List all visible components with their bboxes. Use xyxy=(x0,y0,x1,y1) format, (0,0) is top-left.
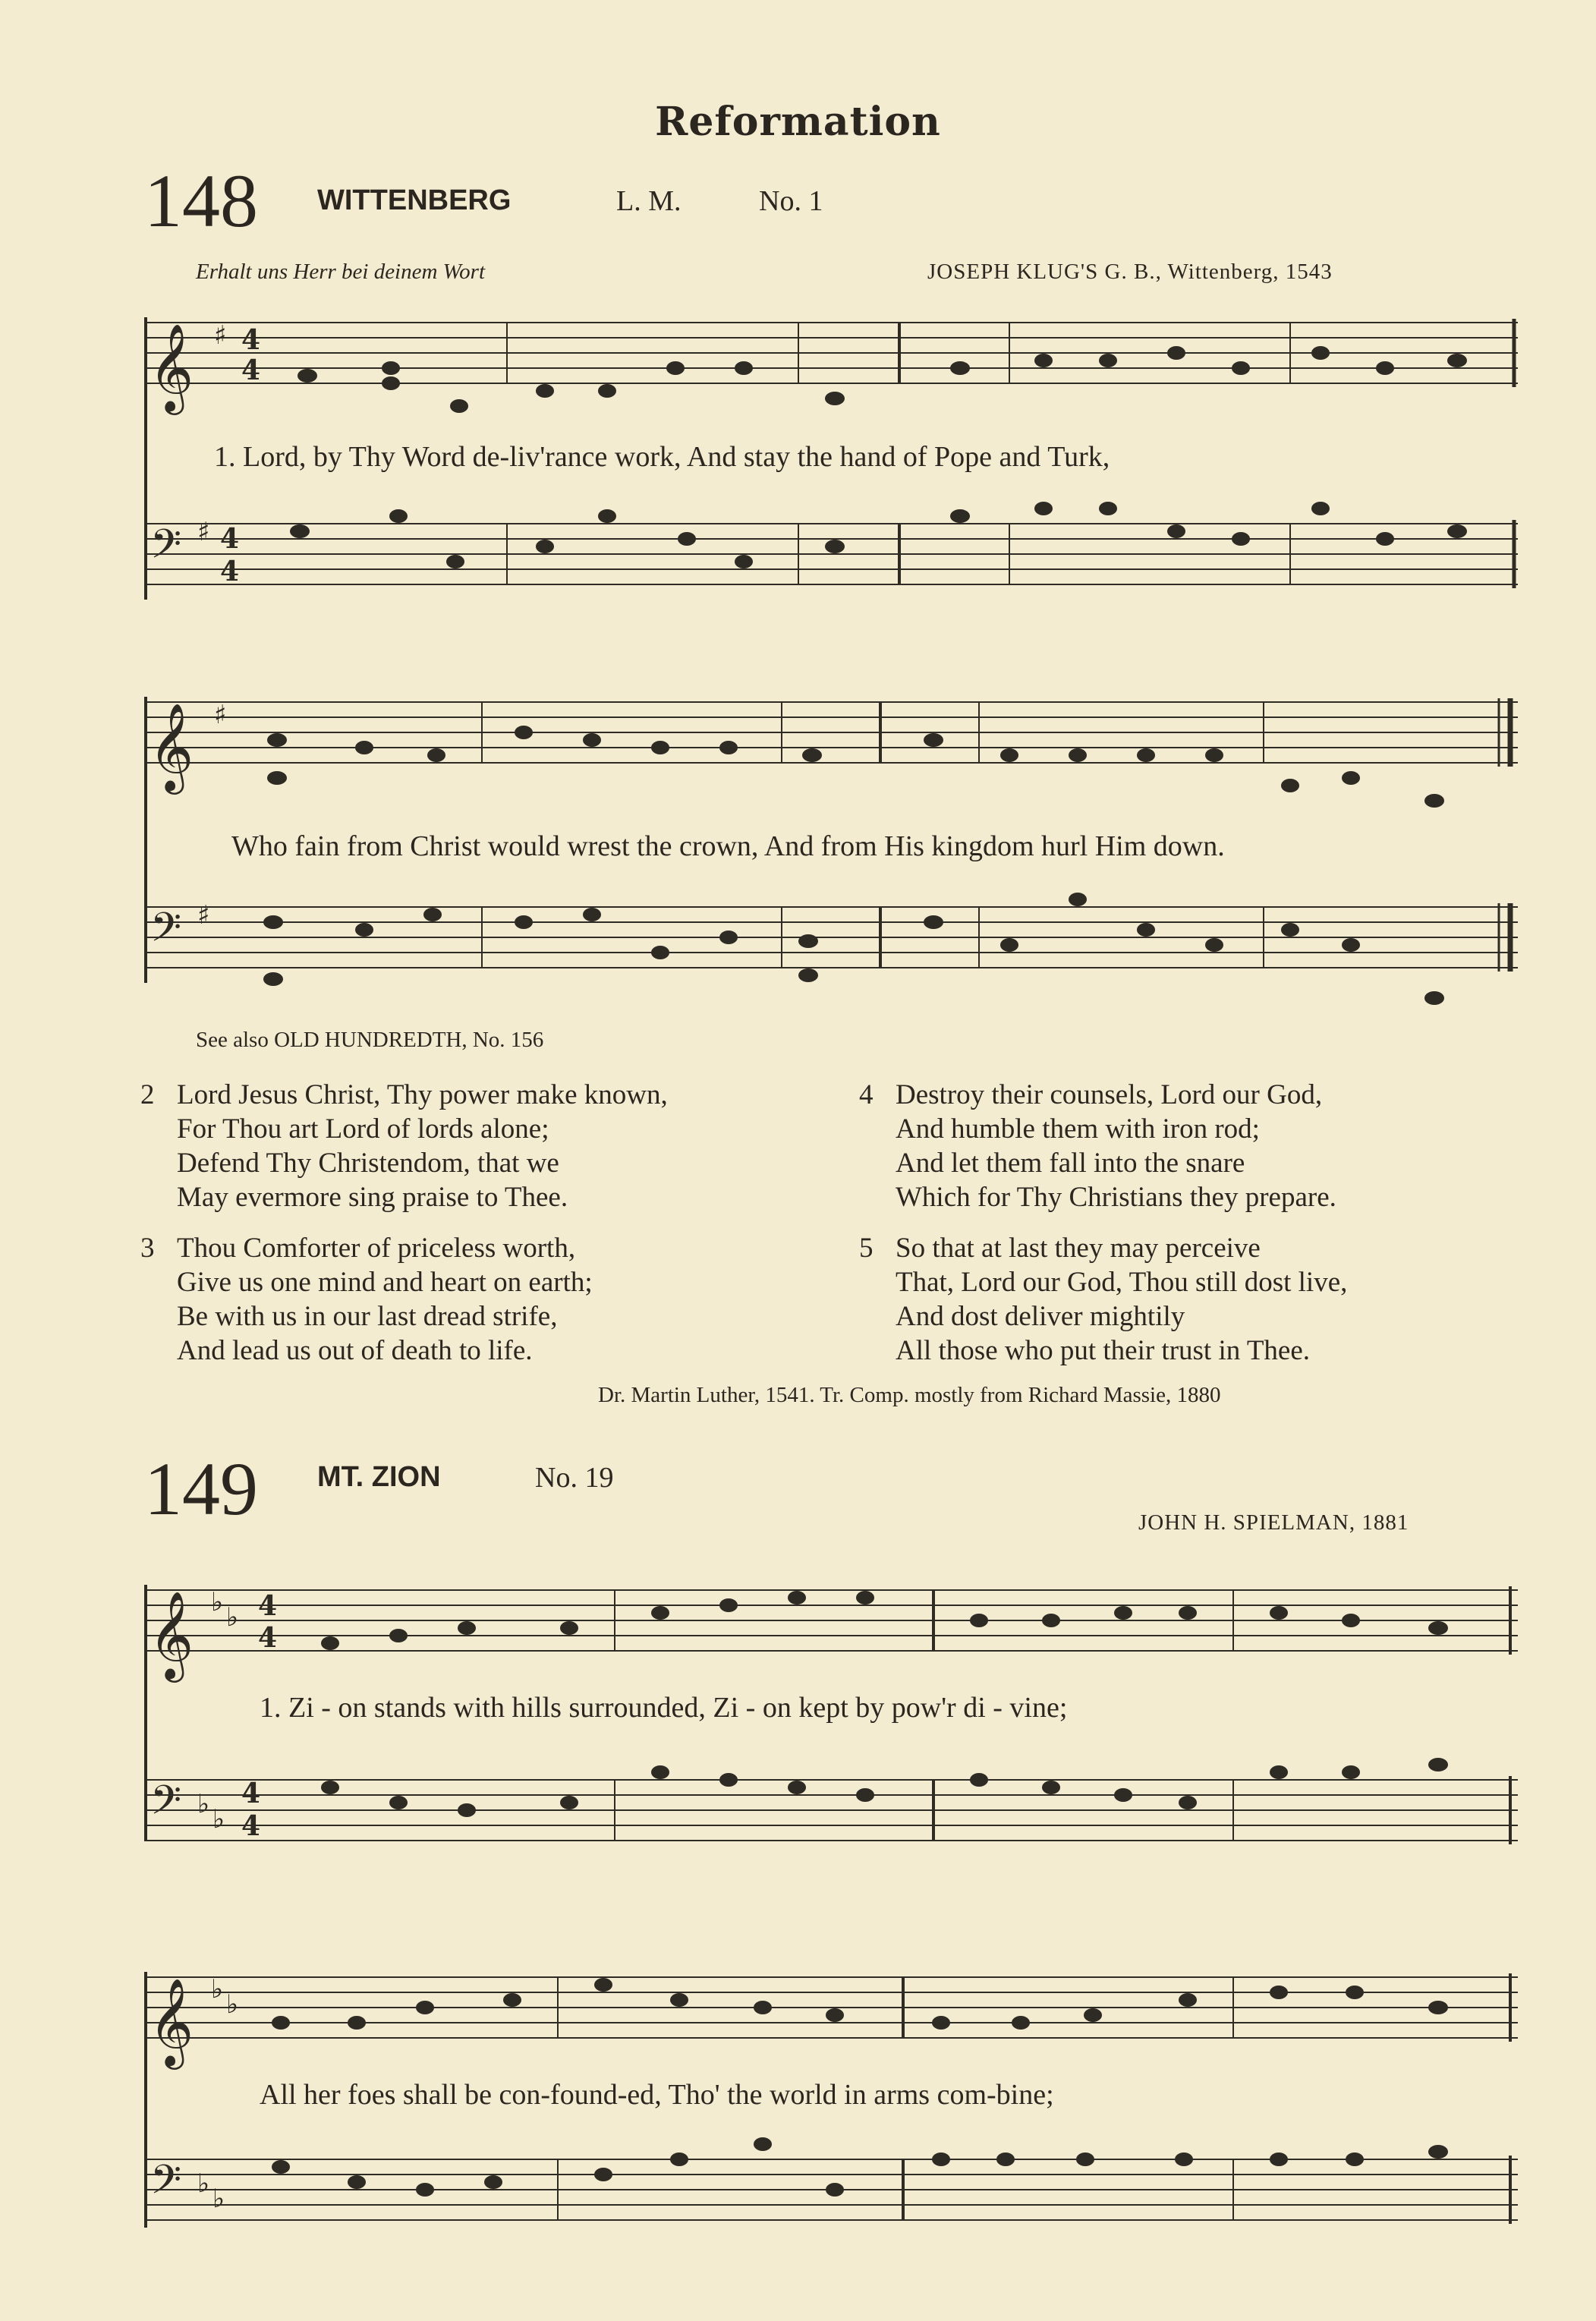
verse-line: Give us one mind and heart on earth; xyxy=(177,1267,593,1298)
verse-line: Destroy their counsels, Lord our God, xyxy=(896,1079,1323,1110)
svg-text:4: 4 xyxy=(241,1778,261,1809)
text-credit: Dr. Martin Luther, 1541. Tr. Comp. mostly from Richard Massie, 1880 xyxy=(598,1383,1221,1407)
bass-clef-icon: 𝄢 xyxy=(150,521,182,578)
tune-number: No. 19 xyxy=(535,1462,614,1494)
verse-line: All those who put their trust in Thee. xyxy=(896,1335,1311,1366)
verse-line: And let them fall into the snare xyxy=(896,1148,1245,1179)
treble-clef-icon: 𝄞 xyxy=(149,323,194,411)
tune-composer: JOSEPH KLUG'S G. B., Wittenberg, 1543 xyxy=(927,260,1333,284)
tune-composer: JOHN H. SPIELMAN, 1881 xyxy=(1138,1510,1409,1535)
svg-text:♯: ♯ xyxy=(197,900,210,931)
svg-text:♭: ♭ xyxy=(226,1989,239,2020)
svg-text:4: 4 xyxy=(258,1590,278,1622)
svg-text:♭: ♭ xyxy=(212,1804,225,1834)
time-sig-bottom: 4 xyxy=(241,354,261,386)
lyric-line-2: All her foes shall be con-found-ed, Tho' the world in arms com-bine; xyxy=(260,2079,1054,2111)
svg-text:4: 4 xyxy=(258,1622,278,1654)
svg-text:♯: ♯ xyxy=(214,700,227,730)
svg-text:𝄞: 𝄞 xyxy=(149,702,194,791)
verse-line: And lead us out of death to life. xyxy=(177,1335,533,1366)
svg-text:4: 4 xyxy=(220,556,240,587)
svg-text:♭: ♭ xyxy=(197,2168,210,2199)
svg-text:♭: ♭ xyxy=(212,2184,225,2214)
lyric-line-1: 1. Zi - on stands with hills surrounded, Zi - on kept by pow'r di - vine; xyxy=(260,1692,1068,1724)
key-flat: ♭ xyxy=(211,1587,224,1617)
svg-text:♭: ♭ xyxy=(211,1974,224,2005)
verse-number: 3 xyxy=(140,1233,155,1264)
verse-line: Lord Jesus Christ, Thy power make known, xyxy=(177,1079,668,1110)
tune-source: Erhalt uns Herr bei deinem Wort xyxy=(196,260,486,284)
verse-number: 5 xyxy=(859,1233,874,1264)
verse-line: So that at last they may perceive xyxy=(896,1233,1261,1264)
verse-line: Defend Thy Christendom, that we xyxy=(177,1148,559,1179)
see-also-note: See also OLD HUNDREDTH, No. 156 xyxy=(196,1028,544,1052)
verse-line: May evermore sing praise to Thee. xyxy=(177,1182,568,1213)
lyric-line-1: 1. Lord, by Thy Word de-liv'rance work, And stay the hand of Pope and Turk, xyxy=(214,441,1110,473)
tune-name: MT. ZION xyxy=(317,1461,441,1493)
verse-line: Thou Comforter of priceless worth, xyxy=(177,1233,576,1264)
svg-text:𝄢: 𝄢 xyxy=(150,1778,182,1834)
verse-line: Be with us in our last dread strife, xyxy=(177,1301,558,1332)
svg-text:𝄞: 𝄞 xyxy=(149,1977,194,2066)
svg-text:4: 4 xyxy=(241,1810,261,1842)
tune-name: WITTENBERG xyxy=(317,184,512,216)
verse-line: Which for Thy Christians they prepare. xyxy=(896,1182,1336,1213)
verse-number: 4 xyxy=(859,1079,874,1110)
meter: L. M. xyxy=(616,185,682,217)
lyric-line-2: Who fain from Christ would wrest the crown, And from His kingdom hurl Him down. xyxy=(231,830,1225,862)
verse-line: And humble them with iron rod; xyxy=(896,1113,1260,1145)
tune-number: No. 1 xyxy=(759,185,823,217)
verse-line: For Thou art Lord of lords alone; xyxy=(177,1113,549,1145)
hymn-number: 149 xyxy=(144,1447,258,1531)
svg-text:𝄞: 𝄞 xyxy=(149,1590,194,1679)
svg-text:♭: ♭ xyxy=(197,1789,210,1819)
verse-number: 2 xyxy=(140,1079,155,1110)
notes xyxy=(272,2137,1448,2197)
svg-text:𝄢: 𝄢 xyxy=(150,905,182,961)
verse-line: That, Lord our God, Thou still dost live, xyxy=(896,1267,1348,1298)
hymn-number: 148 xyxy=(144,159,258,243)
key-sharp: ♯ xyxy=(214,320,227,351)
key-flat: ♭ xyxy=(226,1602,239,1633)
svg-text:𝄢: 𝄢 xyxy=(150,2157,182,2213)
section-title: Reformation xyxy=(655,99,941,145)
key-sharp: ♯ xyxy=(197,517,210,547)
time-sig-top: 4 xyxy=(241,324,261,356)
svg-text:4: 4 xyxy=(220,523,240,555)
verse-line: And dost deliver mightily xyxy=(896,1301,1185,1332)
